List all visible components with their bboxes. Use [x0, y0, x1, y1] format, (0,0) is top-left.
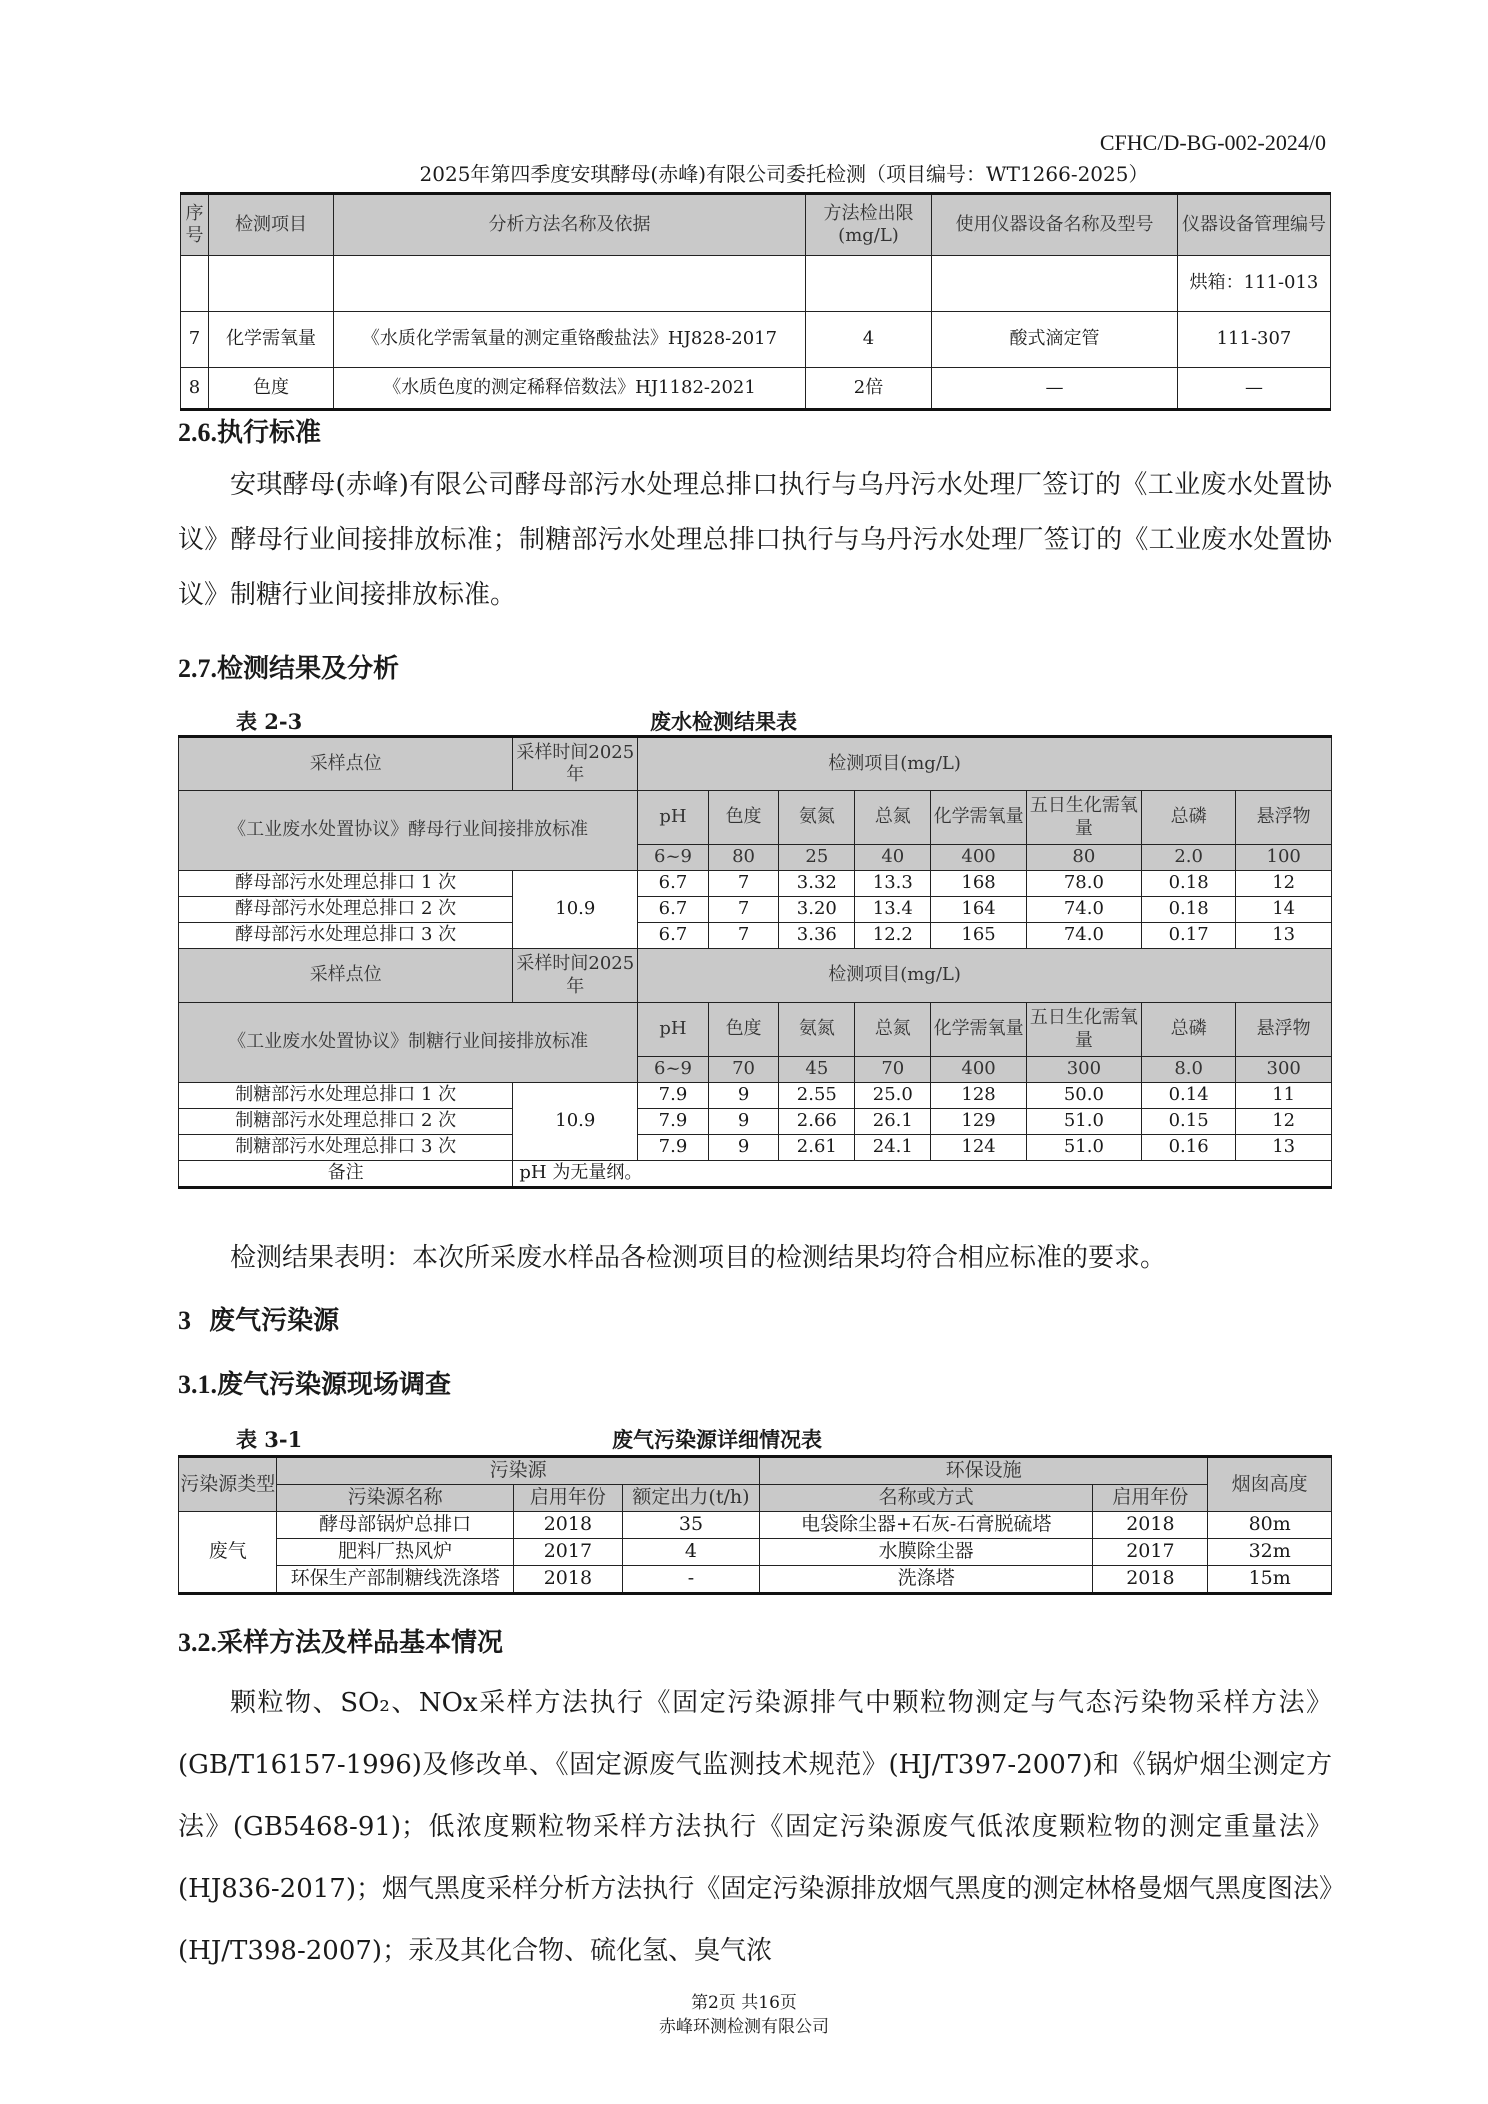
- conclusion-text: 检测结果表明：本次所采废水样品各检测项目的检测结果均符合相应标准的要求。: [230, 1243, 1167, 1273]
- header-cell: 序号: [181, 194, 209, 256]
- wastewater-table: [178, 735, 1332, 1189]
- limit-cell: 6~9: [638, 845, 709, 871]
- remark-label: 备注: [179, 1161, 513, 1188]
- value-cell: 9: [708, 1109, 779, 1135]
- remark-text: pH 为无量纲。: [513, 1161, 1332, 1188]
- cell: 2018: [1093, 1512, 1208, 1539]
- cell: [209, 256, 334, 312]
- cell: 4: [806, 312, 932, 368]
- cell: [806, 256, 932, 312]
- param-header-cell: 氨氮: [779, 1003, 855, 1057]
- heading-number: 2.6.: [178, 418, 217, 447]
- value-cell: 7.9: [638, 1083, 709, 1109]
- param-header-cell: 化学需氧量: [931, 791, 1027, 845]
- page-number: 第2页 共16页: [691, 1993, 797, 2013]
- limit-cell: 80: [1026, 845, 1141, 871]
- value-cell: 9: [708, 1135, 779, 1161]
- limit-cell: 400: [931, 845, 1027, 871]
- cell: 废气: [179, 1512, 277, 1594]
- header-cell: 分析方法名称及依据: [334, 194, 806, 256]
- cell: 2倍: [806, 368, 932, 410]
- limit-cell: 70: [855, 1057, 931, 1083]
- header-cell: 使用仪器设备名称及型号: [932, 194, 1178, 256]
- site-cell: 酵母部污水处理总排口 3 次: [179, 923, 513, 949]
- param-header-cell: 悬浮物: [1236, 791, 1332, 845]
- table-2-3-label: 表 2-3: [236, 709, 303, 734]
- value-cell: 0.14: [1141, 1083, 1235, 1109]
- value-cell: 0.15: [1141, 1109, 1235, 1135]
- table-row: [179, 1566, 1332, 1594]
- section-3-1-heading: [178, 1364, 451, 1401]
- method-table: [180, 192, 1331, 411]
- table-3-1-label: 表 3-1: [236, 1427, 303, 1452]
- header-cell: 采样点位: [179, 737, 513, 791]
- param-header-cell: 五日生化需氧量: [1026, 791, 1141, 845]
- cell: 《水质色度的测定稀释倍数法》HJ1182-2021: [334, 368, 806, 410]
- header-cell: 额定出力(t/h): [623, 1485, 760, 1512]
- table-row: [181, 368, 1331, 410]
- limit-cell: 100: [1236, 845, 1332, 871]
- param-header-cell: 总氮: [855, 791, 931, 845]
- value-cell: 12: [1236, 871, 1332, 897]
- value-cell: 128: [931, 1083, 1027, 1109]
- wastewater-header-row: [179, 949, 1332, 1003]
- cell: 色度: [209, 368, 334, 410]
- value-cell: 0.17: [1141, 923, 1235, 949]
- header-cell: 采样时间2025年: [513, 949, 638, 1003]
- value-cell: 51.0: [1026, 1135, 1141, 1161]
- value-cell: 13: [1236, 1135, 1332, 1161]
- document-code: CFHC/D-BG-002-2024/0: [1099, 130, 1326, 155]
- value-cell: 74.0: [1026, 897, 1141, 923]
- cell: [334, 256, 806, 312]
- header-cell: 污染源: [277, 1457, 759, 1485]
- heading-text: 废气污染源: [209, 1306, 340, 1336]
- cell: 酵母部锅炉总排口: [277, 1512, 513, 1539]
- value-cell: 164: [931, 897, 1027, 923]
- gas-table-subheader-row: [179, 1485, 1332, 1512]
- limit-cell: 45: [779, 1057, 855, 1083]
- limit-cell: 8.0: [1141, 1057, 1235, 1083]
- value-cell: 0.18: [1141, 871, 1235, 897]
- param-header-cell: 总磷: [1141, 791, 1235, 845]
- value-cell: 3.36: [779, 923, 855, 949]
- section-3-2-heading: [178, 1622, 503, 1659]
- header-cell: 污染源类型: [179, 1457, 277, 1512]
- section-2-7-heading: [178, 648, 399, 685]
- limit-cell: 300: [1026, 1057, 1141, 1083]
- value-cell: 9: [708, 1083, 779, 1109]
- value-cell: 7: [708, 871, 779, 897]
- site-cell: 制糖部污水处理总排口 2 次: [179, 1109, 513, 1135]
- value-cell: 51.0: [1026, 1109, 1141, 1135]
- cell: [932, 256, 1178, 312]
- method-table-header: [181, 194, 1331, 256]
- table-row: [179, 871, 1332, 897]
- value-cell: 11: [1236, 1083, 1332, 1109]
- footer-company: 赤峰环测检测有限公司: [659, 2017, 829, 2037]
- limit-cell: 70: [708, 1057, 779, 1083]
- table-row: [179, 923, 1332, 949]
- header-cell: 检测项目(mg/L): [638, 949, 1332, 1003]
- table-row: [179, 1109, 1332, 1135]
- header-cell: 检测项目(mg/L): [638, 737, 1332, 791]
- table-row: [179, 1135, 1332, 1161]
- heading-text: 废气污染源现场调查: [217, 1370, 452, 1400]
- cell: 2017: [513, 1539, 622, 1566]
- param-header-cell: 总氮: [855, 1003, 931, 1057]
- heading-text: 检测结果及分析: [217, 654, 400, 684]
- value-cell: 2.55: [779, 1083, 855, 1109]
- wastewater-param-row: [179, 1003, 1332, 1057]
- table-row: [179, 1539, 1332, 1566]
- param-header-cell: pH: [638, 791, 709, 845]
- header-cell: 名称或方式: [759, 1485, 1093, 1512]
- value-cell: 165: [931, 923, 1027, 949]
- cell: 2017: [1093, 1539, 1208, 1566]
- heading-number: 3.1.: [178, 1370, 217, 1399]
- limit-cell: 25: [779, 845, 855, 871]
- value-cell: 3.32: [779, 871, 855, 897]
- param-header-cell: 化学需氧量: [931, 1003, 1027, 1057]
- cell: 2018: [513, 1512, 622, 1539]
- value-cell: 24.1: [855, 1135, 931, 1161]
- value-cell: 74.0: [1026, 923, 1141, 949]
- value-cell: 6.7: [638, 923, 709, 949]
- value-cell: 12: [1236, 1109, 1332, 1135]
- table-row: [181, 312, 1331, 368]
- cell: 水膜除尘器: [759, 1539, 1093, 1566]
- param-header-cell: 色度: [708, 791, 779, 845]
- cell: 32m: [1208, 1539, 1332, 1566]
- heading-text: 执行标准: [217, 418, 322, 448]
- wastewater-param-row: [179, 791, 1332, 845]
- site-cell: 酵母部污水处理总排口 1 次: [179, 871, 513, 897]
- value-cell: 12.2: [855, 923, 931, 949]
- header-cell: 仪器设备管理编号: [1178, 194, 1331, 256]
- cell: 《水质化学需氧量的测定重铬酸盐法》HJ828-2017: [334, 312, 806, 368]
- value-cell: 13.3: [855, 871, 931, 897]
- limit-cell: 2.0: [1141, 845, 1235, 871]
- value-cell: 6.7: [638, 897, 709, 923]
- cell: 35: [623, 1512, 760, 1539]
- cell: -: [623, 1566, 760, 1594]
- cell: 111-307: [1178, 312, 1331, 368]
- table-3-1-title: 废气污染源详细情况表: [612, 1427, 822, 1452]
- value-cell: 7.9: [638, 1109, 709, 1135]
- value-cell: 129: [931, 1109, 1027, 1135]
- cell: 2018: [513, 1566, 622, 1594]
- cell: —: [1178, 368, 1331, 410]
- value-cell: 7: [708, 897, 779, 923]
- heading-number: 3: [178, 1306, 191, 1335]
- value-cell: 2.61: [779, 1135, 855, 1161]
- value-cell: 25.0: [855, 1083, 931, 1109]
- header-cell: 采样点位: [179, 949, 513, 1003]
- value-cell: 124: [931, 1135, 1027, 1161]
- cell: 15m: [1208, 1566, 1332, 1594]
- cell: 电袋除尘器+石灰-石膏脱硫塔: [759, 1512, 1093, 1539]
- cell: —: [932, 368, 1178, 410]
- header-cell: 采样时间2025年: [513, 737, 638, 791]
- value-cell: 7.9: [638, 1135, 709, 1161]
- cell: 化学需氧量: [209, 312, 334, 368]
- limit-cell: 40: [855, 845, 931, 871]
- value-cell: 78.0: [1026, 871, 1141, 897]
- limit-cell: 80: [708, 845, 779, 871]
- header-cell: 方法检出限(mg/L): [806, 194, 932, 256]
- heading-number: 3.2.: [178, 1628, 217, 1657]
- value-cell: 13: [1236, 923, 1332, 949]
- date-cell: 10.9: [513, 1083, 638, 1161]
- header-cell: 检测项目: [209, 194, 334, 256]
- value-cell: 50.0: [1026, 1083, 1141, 1109]
- table-row: [179, 1083, 1332, 1109]
- limit-cell: 300: [1236, 1057, 1332, 1083]
- param-header-cell: 总磷: [1141, 1003, 1235, 1057]
- remark-row: [179, 1161, 1332, 1188]
- value-cell: 0.18: [1141, 897, 1235, 923]
- value-cell: 0.16: [1141, 1135, 1235, 1161]
- value-cell: 3.20: [779, 897, 855, 923]
- cell: 8: [181, 368, 209, 410]
- param-header-cell: 悬浮物: [1236, 1003, 1332, 1057]
- section-2-6-text: 安琪酵母(赤峰)有限公司酵母部污水处理总排口执行与乌丹污水处理厂签订的《工业废水处置协议》酵母行业间接排放标准；制糖部污水处理总排口执行与乌丹污水处理厂签订的《工业废水处置协议》制糖行业间接排放标准。: [178, 470, 1332, 610]
- header-cell: 环保设施: [759, 1457, 1207, 1485]
- heading-number: 2.7.: [178, 654, 217, 683]
- param-header-cell: 氨氮: [779, 791, 855, 845]
- cell: 酸式滴定管: [932, 312, 1178, 368]
- section-3-2-text: 颗粒物、SO₂、NOx采样方法执行《固定污染源排气中颗粒物测定与气态污染物采样方法》(GB/T16157-1996)及修改单、《固定源废气监测技术规范》(HJ/T397-2007)和《锅炉烟尘测定方法》(GB5468-91)；低浓度颗粒物采样方法执行《固定污染源废气低浓度颗粒物的测定重量法》(HJ836-2017)；烟气黑度采样分析方法执行《固定污染源排放烟气黑度的测定林格曼烟气黑度图法》(HJ/T398-2007)；汞及其化合物、硫化氢、臭气浓: [178, 1688, 1332, 1966]
- standard-name-cell: 《工业废水处置协议》酵母行业间接排放标准: [179, 791, 638, 871]
- gas-table-header-row: [179, 1457, 1332, 1485]
- cell: 烘箱：111-013: [1178, 256, 1331, 312]
- table-row: [179, 897, 1332, 923]
- site-cell: 制糖部污水处理总排口 1 次: [179, 1083, 513, 1109]
- header-cell: 启用年份: [513, 1485, 622, 1512]
- limit-cell: 6~9: [638, 1057, 709, 1083]
- limit-cell: 400: [931, 1057, 1027, 1083]
- section-3-heading: [178, 1300, 339, 1337]
- gas-source-table: [178, 1455, 1332, 1595]
- param-header-cell: pH: [638, 1003, 709, 1057]
- header-cell: 污染源名称: [277, 1485, 513, 1512]
- cell: 环保生产部制糖线洗涤塔: [277, 1566, 513, 1594]
- cell: 7: [181, 312, 209, 368]
- cell: 洗涤塔: [759, 1566, 1093, 1594]
- header-cell: 烟囱高度: [1208, 1457, 1332, 1512]
- site-cell: 制糖部污水处理总排口 3 次: [179, 1135, 513, 1161]
- heading-text: 采样方法及样品基本情况: [217, 1628, 504, 1658]
- value-cell: 14: [1236, 897, 1332, 923]
- value-cell: 6.7: [638, 871, 709, 897]
- value-cell: 7: [708, 923, 779, 949]
- section-2-6-heading: [178, 412, 321, 449]
- table-row: [179, 1512, 1332, 1539]
- date-cell: 10.9: [513, 871, 638, 949]
- value-cell: 13.4: [855, 897, 931, 923]
- header-cell: 启用年份: [1093, 1485, 1208, 1512]
- standard-name-cell: 《工业废水处置协议》制糖行业间接排放标准: [179, 1003, 638, 1083]
- table-2-3-title: 废水检测结果表: [650, 709, 797, 734]
- param-header-cell: 色度: [708, 1003, 779, 1057]
- value-cell: 26.1: [855, 1109, 931, 1135]
- param-header-cell: 五日生化需氧量: [1026, 1003, 1141, 1057]
- cell: 80m: [1208, 1512, 1332, 1539]
- document-title: 2025年第四季度安琪酵母(赤峰)有限公司委托检测（项目编号：WT1266-2025）: [419, 162, 1149, 186]
- cell: 2018: [1093, 1566, 1208, 1594]
- wastewater-header-row: [179, 737, 1332, 791]
- value-cell: 2.66: [779, 1109, 855, 1135]
- cell: 肥料厂热风炉: [277, 1539, 513, 1566]
- value-cell: 168: [931, 871, 1027, 897]
- site-cell: 酵母部污水处理总排口 2 次: [179, 897, 513, 923]
- cell: [181, 256, 209, 312]
- table-row: [181, 256, 1331, 312]
- cell: 4: [623, 1539, 760, 1566]
